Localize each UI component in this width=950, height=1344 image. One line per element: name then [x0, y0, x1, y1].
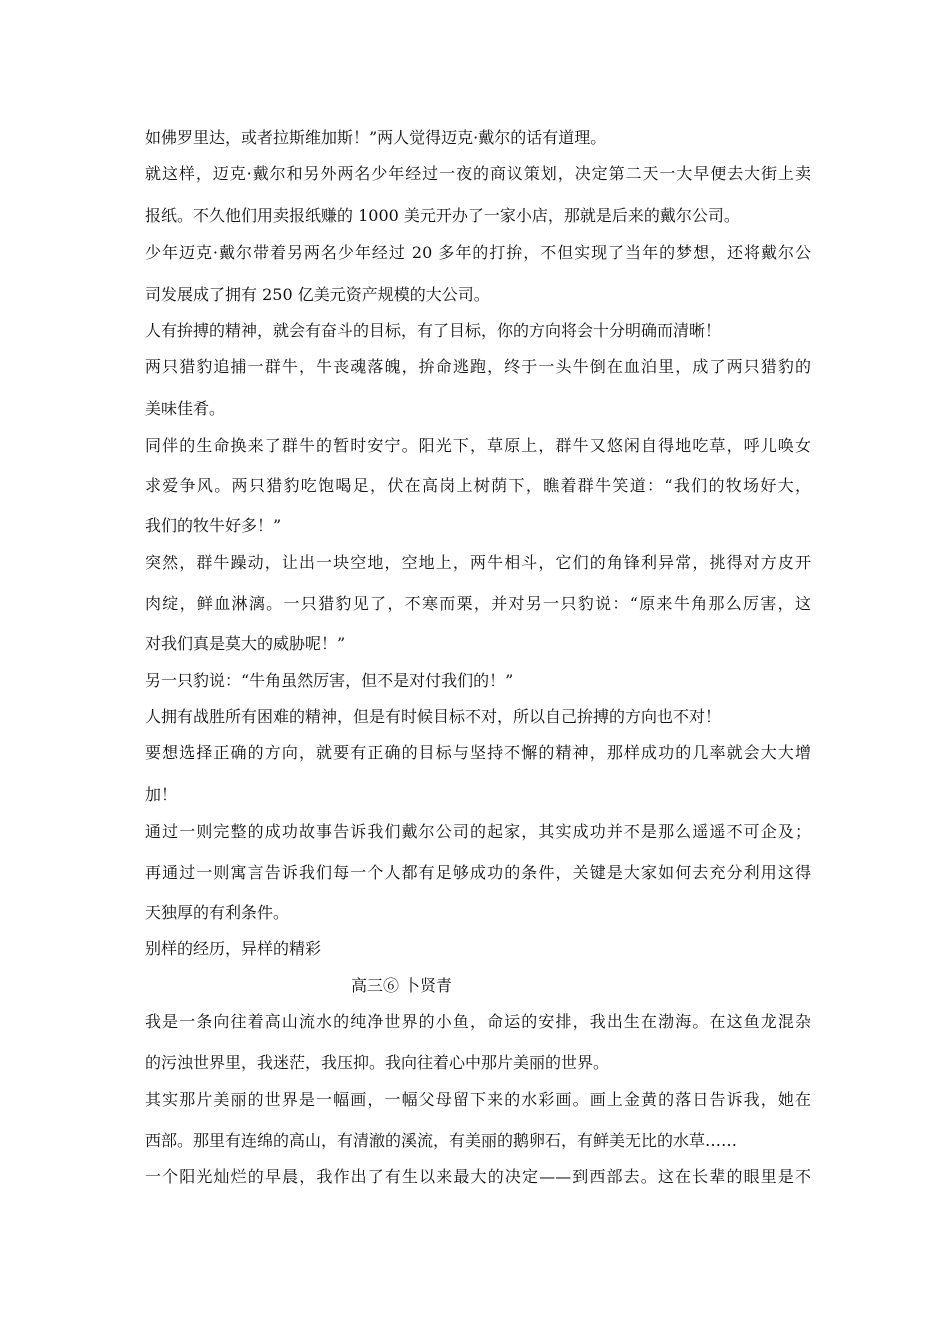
text-line: 如佛罗里达，或者拉斯维加斯！”两人觉得迈克·戴尔的话有道理。 — [145, 128, 607, 147]
text-line: 对我们真是莫大的威胁呢！” — [145, 634, 346, 653]
essay-title: 别样的经历，异样的精彩 — [145, 939, 322, 958]
text-line: 我是一条向往着高山流水的纯净世界的小鱼，命运的安排，我出生在渤海。在这鱼龙混杂 — [145, 1012, 811, 1031]
text-line: 其实那片美丽的世界是一幅画，一幅父母留下来的水彩画。画上金黄的落日告诉我，她在 — [145, 1090, 811, 1109]
text-line: 就这样，迈克·戴尔和另外两名少年经过一夜的商议策划，决定第二天一大早便去大街上卖 — [145, 164, 811, 183]
text-line: 天独厚的有利条件。 — [145, 903, 290, 922]
text-line: 司发展成了拥有 250 亿美元资产规模的大公司。 — [145, 285, 490, 304]
text-line: 西部。那里有连绵的高山，有清澈的溪流，有美丽的鹅卵石，有鲜美无比的水草…… — [145, 1131, 738, 1150]
text-line: 求爱争风。两只猎豹吃饱喝足，伏在高岗上树荫下，瞧着群牛笑道：“我们的牧场好大， — [145, 476, 811, 495]
text-line: 肉绽，鲜血淋漓。一只猎豹见了，不寒而栗，并对另一只豹说：“原来牛角那么厉害，这 — [145, 594, 811, 613]
author-line: 高三⑥ 卜贤青 — [350, 976, 453, 995]
text-line: 加！ — [145, 785, 178, 804]
text-line: 少年迈克·戴尔带着另两名少年经过 20 多年的打拚，不但实现了当年的梦想，还将戴尔公 — [145, 243, 811, 262]
text-line: 人拥有战胜所有困难的精神，但是有时候目标不对，所以自己拚搏的方向也不对！ — [145, 707, 722, 726]
text-line: 同伴的生命换来了群牛的暂时安宁。阳光下，草原上，群牛又悠闲自得地吃草，呼儿唤女 — [145, 436, 811, 455]
text-line: 通过一则完整的成功故事告诉我们戴尔公司的起家，其实成功并不是那么遥遥不可企及； — [145, 822, 811, 841]
text-line: 美味佳肴。 — [145, 399, 226, 418]
text-line: 突然，群牛躁动，让出一块空地，空地上，两牛相斗，它们的角锋利异常，挑得对方皮开 — [145, 553, 811, 572]
text-line: 人有拚搏的精神，就会有奋斗的目标，有了目标，你的方向将会十分明确而清晰！ — [145, 321, 722, 340]
text-line: 的污浊世界里，我迷茫，我压抑。我向往着心中那片美丽的世界。 — [145, 1053, 610, 1072]
text-line: 一个阳光灿烂的早晨，我作出了有生以来最大的决定——到西部去。这在长辈的眼里是不 — [145, 1167, 811, 1186]
text-line: 再通过一则寓言告诉我们每一个人都有足够成功的条件，关键是大家如何去充分利用这得 — [145, 863, 811, 882]
text-line: 我们的牧牛好多！” — [145, 516, 282, 535]
text-line: 两只猎豹追捕一群牛，牛丧魂落魄，拚命逃跑，终于一头牛倒在血泊里，成了两只猎豹的 — [145, 357, 811, 376]
text-line: 要想选择正确的方向，就要有正确的目标与坚持不懈的精神，那样成功的几率就会大大增 — [145, 743, 811, 762]
text-line: 另一只豹说：“牛角虽然厉害，但不是对付我们的！” — [145, 671, 514, 690]
text-line: 报纸。不久他们用卖报纸赚的 1000 美元开办了一家小店，那就是后来的戴尔公司。 — [145, 206, 740, 225]
